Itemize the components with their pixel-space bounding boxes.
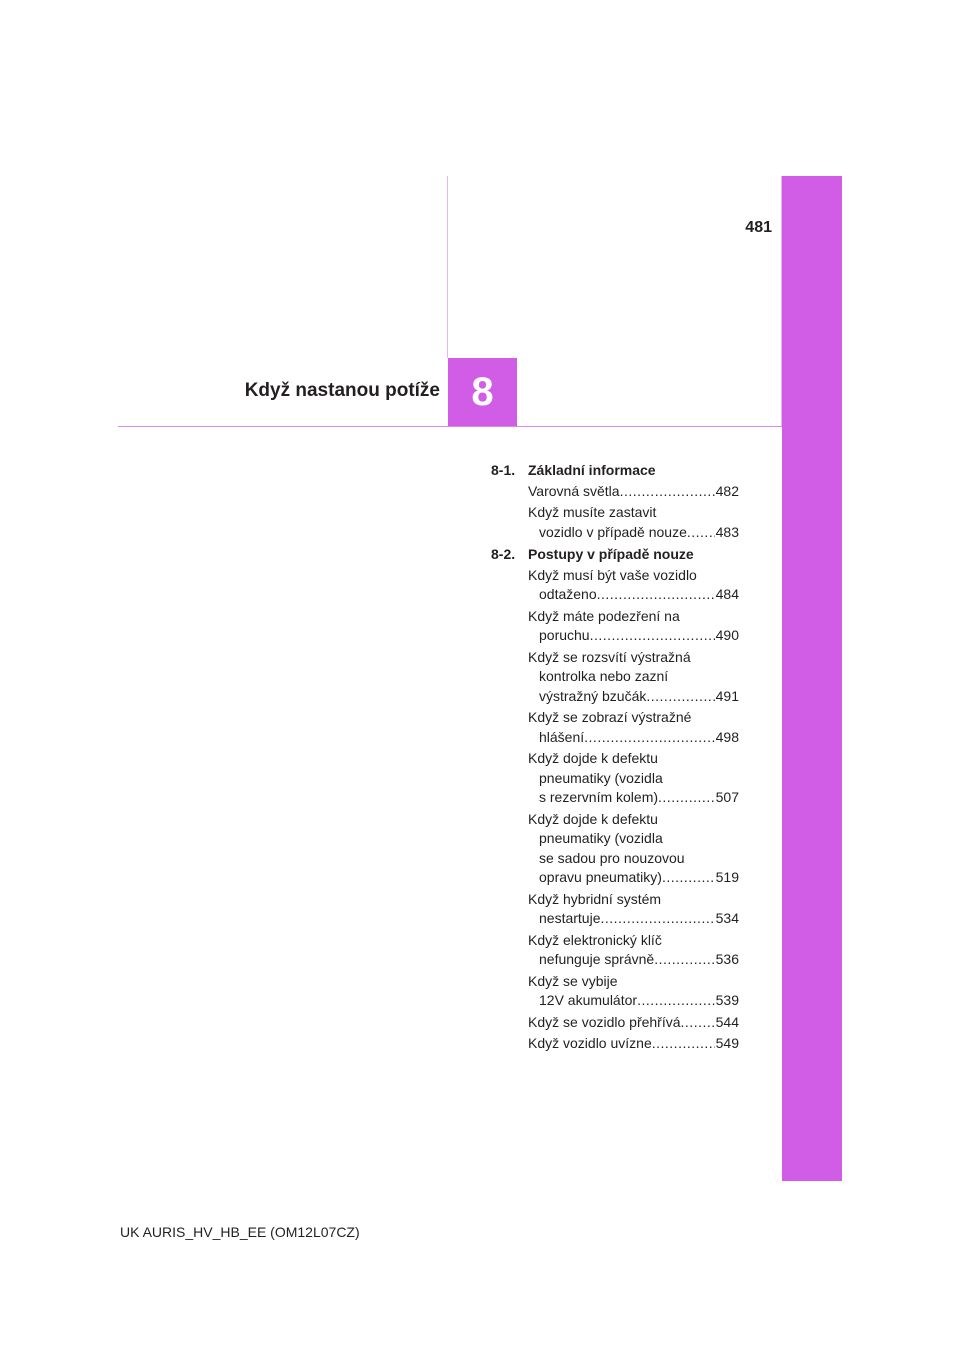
toc-section-8-1[interactable] — [491, 461, 739, 481]
chapter-number: 8 — [471, 369, 494, 414]
entry-title-line: Když máte podezření na — [528, 607, 680, 624]
dot-leader — [620, 482, 715, 502]
chapter-number-box — [448, 358, 517, 426]
entry-title: nestartuje — [539, 910, 601, 926]
section-number: 8-2. — [491, 546, 516, 562]
dot-leader — [652, 1034, 715, 1054]
entry-page: 534 — [715, 910, 739, 926]
dot-leader — [597, 585, 715, 605]
dot-leader — [590, 626, 715, 646]
dot-leader — [584, 728, 714, 748]
entry-title-line: kontrolka nebo zazní — [539, 668, 669, 684]
toc-entry[interactable] — [528, 810, 739, 888]
entry-title: opravu pneumatiky) — [539, 869, 662, 885]
entry-title-line: se sadou pro nouzovou — [539, 849, 685, 866]
dot-leader — [646, 687, 714, 707]
entry-title-line: Když se rozsvítí výstražná — [528, 648, 691, 665]
entry-page: 539 — [715, 992, 739, 1008]
section-title: Základní informace — [528, 462, 656, 478]
toc-entry[interactable] — [528, 607, 739, 646]
section-title: Postupy v případě nouze — [528, 546, 694, 562]
entry-title-line: Když musí být vaše vozidlo — [528, 566, 697, 583]
chapter-tab-strip — [782, 176, 842, 1181]
entry-page: 544 — [715, 1013, 739, 1030]
dot-leader — [662, 868, 715, 888]
entry-title-line: Když se zobrazí výstražné — [528, 709, 692, 725]
entry-title: výstražný bzučák — [539, 687, 647, 704]
entry-title-line: Když elektronický klíč — [528, 931, 662, 948]
toc-entry[interactable] — [528, 482, 739, 502]
vertical-guide-line-right — [781, 176, 782, 426]
entry-page: 482 — [715, 482, 739, 499]
dot-leader — [658, 788, 715, 808]
entry-page: 491 — [715, 687, 739, 704]
dot-leader — [654, 950, 714, 970]
toc-entry[interactable] — [528, 648, 739, 707]
entry-page: 549 — [715, 1035, 739, 1051]
entry-page: 498 — [715, 728, 739, 745]
page-number: 481 — [745, 219, 772, 236]
toc-entry[interactable] — [528, 972, 739, 1011]
entry-page: 484 — [715, 586, 739, 602]
entry-title: Když se vozidlo přehřívá — [528, 1013, 681, 1030]
entry-title-line: Když hybridní systém — [528, 890, 662, 907]
vertical-guide-line — [447, 176, 448, 358]
entry-page: 536 — [715, 951, 739, 967]
entry-title-line: pneumatiky (vozidla — [539, 830, 663, 846]
table-of-contents — [491, 461, 739, 1056]
entry-page: 507 — [715, 789, 739, 805]
entry-title: poruchu — [539, 627, 590, 643]
entry-title-line: pneumatiky (vozidla — [539, 769, 663, 786]
toc-entry[interactable] — [528, 503, 739, 542]
toc-entry[interactable] — [528, 708, 739, 747]
entry-page: 490 — [715, 627, 739, 643]
entry-title: odtaženo — [539, 586, 597, 602]
toc-entry[interactable] — [528, 1034, 739, 1054]
dot-leader — [687, 523, 715, 543]
entry-title: hlášení — [539, 728, 585, 745]
entry-title-line: Když dojde k defektu — [528, 810, 658, 827]
toc-entry[interactable] — [528, 749, 739, 808]
dot-leader — [600, 909, 714, 929]
entry-title: s rezervním kolem) — [539, 789, 659, 805]
toc-section-8-2[interactable] — [491, 545, 739, 565]
toc-entry[interactable] — [528, 890, 739, 929]
entry-title: vozidlo v případě nouze — [539, 523, 687, 540]
footer-model-code: UK AURIS_HV_HB_EE (OM12L07CZ) — [120, 1224, 360, 1240]
toc-entry[interactable] — [528, 1013, 739, 1033]
entry-title-line: Když musíte zastavit — [528, 504, 657, 520]
toc-entry[interactable] — [528, 566, 739, 605]
toc-entry[interactable] — [528, 931, 739, 970]
entry-title: nefunguje správně — [539, 951, 655, 967]
entry-title: Když vozidlo uvízne — [528, 1035, 652, 1051]
entry-page: 519 — [715, 869, 739, 885]
entry-title-line: Když dojde k defektu — [528, 750, 658, 766]
dot-leader — [681, 1013, 715, 1033]
entry-title: Varovná světla — [528, 482, 620, 499]
section-number: 8-1. — [491, 462, 516, 478]
dot-leader — [637, 991, 715, 1011]
entry-title: 12V akumulátor — [539, 992, 638, 1008]
header-rule — [118, 426, 782, 427]
chapter-title: Když nastanou potíže — [244, 380, 440, 401]
entry-page: 483 — [715, 523, 739, 540]
entry-title-line: Když se vybije — [528, 972, 618, 989]
